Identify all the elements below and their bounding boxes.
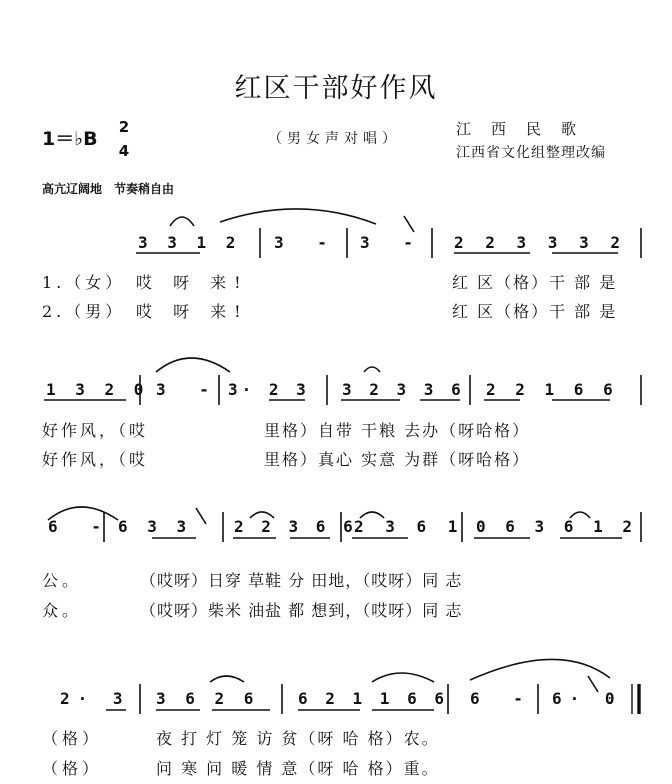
verse1-lyric: 哎 呀 来!	[136, 273, 249, 292]
notes-measure: 6· 0	[552, 689, 623, 708]
notes-measure: 2 2 3 6 6	[234, 517, 357, 536]
notes-measure: 0 6 3 6 1 2	[476, 517, 637, 536]
notes-measure: 2 2 3 3 3 2	[454, 233, 626, 252]
verse2-lyric: 里格）真心 实意 为群（呀哈格）	[264, 450, 531, 469]
tempo-marking: 高亢辽阔地 节奏稍自由	[42, 182, 175, 196]
slur	[210, 676, 244, 682]
breath-mark	[196, 508, 206, 524]
verse2-lyric: （格）	[42, 759, 103, 778]
notes-measure: 3· 2 3	[228, 380, 310, 399]
meter-bottom: 4	[118, 142, 130, 160]
verse1-lyric: 好作风，（哎	[42, 421, 149, 440]
verse1-lyric: 公。	[42, 571, 83, 590]
song-title: 红区干部好作风	[234, 73, 438, 104]
notes-measure: 3 -	[274, 233, 339, 252]
slur	[170, 217, 194, 226]
verse2-lyric: （哎呀）柴米 油盐 都 想到，（哎呀）同 志	[140, 601, 463, 620]
notes-measure: 2· 3	[60, 689, 131, 708]
arranger-credit: 江西省文化组整理改编	[456, 145, 606, 161]
slur	[364, 367, 380, 372]
verse2-lyric: 好作风，（哎	[42, 450, 149, 469]
performance-note: （男女声对唱）	[268, 131, 401, 147]
notes-measure: 6 2 1 1 6 6	[298, 689, 448, 708]
notes-measure: 3 -	[360, 233, 425, 252]
notes-measure: 3 2 3 3 6	[342, 380, 465, 399]
notes-measure: 3 -	[156, 380, 221, 399]
slur	[372, 673, 434, 682]
notes-measure: 2 2 1 6 6	[486, 380, 618, 399]
verse2-lyric: 哎 呀 来!	[136, 302, 249, 321]
breath-mark	[404, 216, 414, 232]
notes-measure: 3 3 1 2	[138, 233, 241, 252]
verse2-lyric: 红 区（格）干 部 是	[452, 302, 618, 321]
notes-measure: 6 -	[470, 689, 535, 708]
verse1-label: 1.（女）	[42, 273, 126, 292]
verse1-lyric: 红 区（格）干 部 是	[452, 273, 618, 292]
verse2-lyric: 众。	[42, 601, 83, 620]
notes-measure: 3 6 2 6	[156, 689, 259, 708]
verse1-lyric: （哎呀）日穿 草鞋 分 田地，（哎呀）同 志	[140, 571, 463, 590]
verse1-lyric: （格）	[42, 729, 103, 748]
notes-measure: 2 3 6 1	[354, 517, 464, 536]
slur	[156, 358, 230, 372]
author-origin: 江西民歌	[456, 120, 597, 138]
verse1-lyric: 夜 打 灯 笼 访 贫（呀 哈 格）农。	[156, 729, 440, 748]
meter-top: 2	[118, 118, 130, 136]
notes-measure: 6 -	[48, 517, 113, 536]
key-signature: 1＝♭B	[42, 128, 98, 150]
slur	[220, 209, 376, 224]
notes-measure: 1 3 2 0	[46, 380, 149, 399]
verse2-label: 2.（男）	[42, 302, 126, 321]
verse1-lyric: 里格）自带 干粮 去办（呀哈格）	[264, 421, 531, 440]
notes-measure: 6 3 3	[118, 517, 192, 536]
verse2-lyric: 问 寒 问 暖 情 意（呀 哈 格）重。	[156, 759, 440, 778]
